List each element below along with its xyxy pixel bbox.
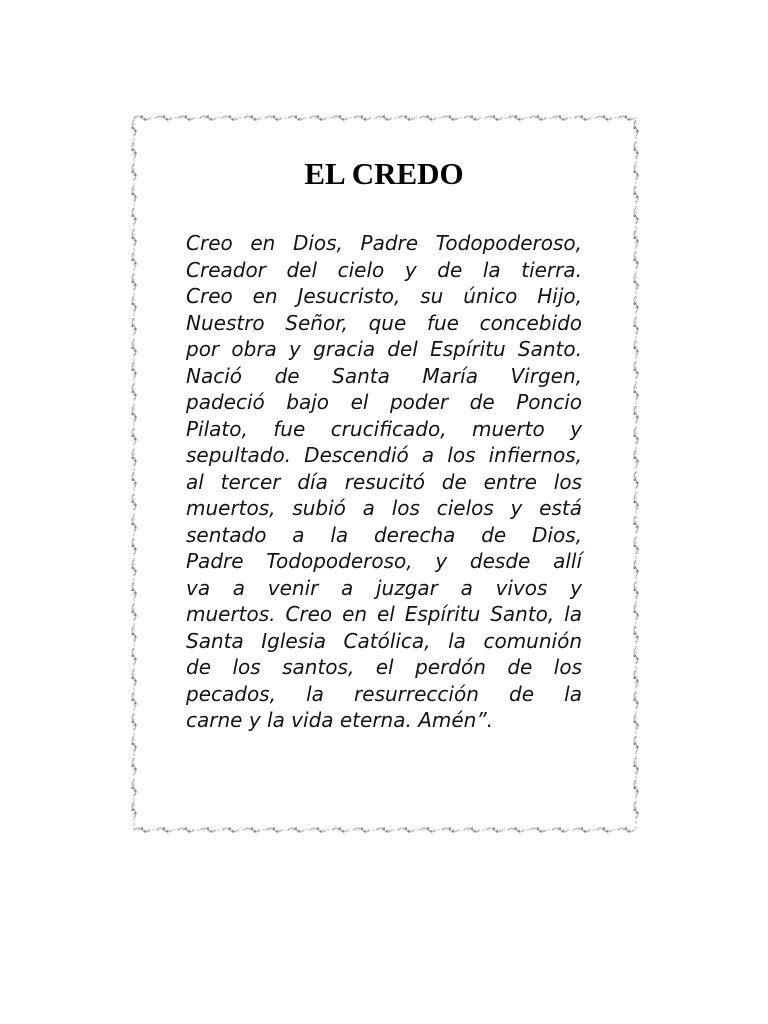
text-line: muertos, subió a los cielos y está	[186, 496, 582, 520]
border-motif	[633, 692, 638, 708]
text-line: sepultado. Descendió a los infiernos,	[186, 443, 582, 467]
border-motif	[420, 115, 436, 120]
text-line: muertos. Creo en el Espíritu Santo, la	[186, 602, 582, 626]
border-motif	[178, 827, 194, 832]
border-motif	[633, 362, 638, 378]
border-motif	[398, 827, 414, 832]
border-motif	[633, 582, 638, 598]
text-line: de los santos, el perdón de los	[186, 655, 582, 679]
text-line: Nuestro Señor, que fue concebido	[186, 310, 582, 335]
text-line: padeció bajo el poder de Poncio	[186, 390, 582, 414]
text-line: carne y la vida eterna. Amén”.	[186, 708, 494, 732]
text-line: al tercer día resucitó de entre los	[186, 469, 582, 494]
text-line: Santa Iglesia Católica, la comunión	[186, 628, 582, 653]
border-motif	[310, 115, 326, 120]
text-line: Creador del cielo y de la tierra.	[186, 257, 582, 282]
text-line: por obra y gracia del Espíritu Santo.	[186, 337, 582, 361]
border-motif	[633, 802, 638, 818]
border-motif	[633, 252, 638, 268]
prayer-text	[186, 230, 582, 734]
text-line: Padre Todopoderoso, y desde allí	[186, 549, 582, 573]
border-motif	[530, 115, 546, 120]
border-motif	[618, 827, 634, 832]
text-line: pecados, la resurrección de la	[186, 681, 582, 706]
border-motif	[131, 274, 136, 290]
border-motif	[131, 714, 136, 730]
border-motif	[508, 827, 524, 832]
border-motif	[131, 604, 136, 620]
border-motif	[131, 384, 136, 400]
text-line: Nació de Santa María Virgen,	[186, 363, 582, 388]
text-line: sentado a la derecha de Dios,	[186, 522, 582, 547]
text-line: Creo en Dios, Padre Todopoderoso,	[186, 231, 582, 255]
border-motif	[633, 472, 638, 488]
border-motif	[200, 115, 216, 120]
border-motif	[131, 494, 136, 510]
border-motif	[288, 827, 304, 832]
text-line: va a venir a juzgar a vivos y	[186, 575, 582, 600]
page-title: EL CREDO	[304, 156, 464, 191]
text-line: Creo en Jesucristo, su único Hijo,	[186, 284, 582, 308]
text-line: Pilato, fue crucificado, muerto y	[186, 416, 582, 441]
